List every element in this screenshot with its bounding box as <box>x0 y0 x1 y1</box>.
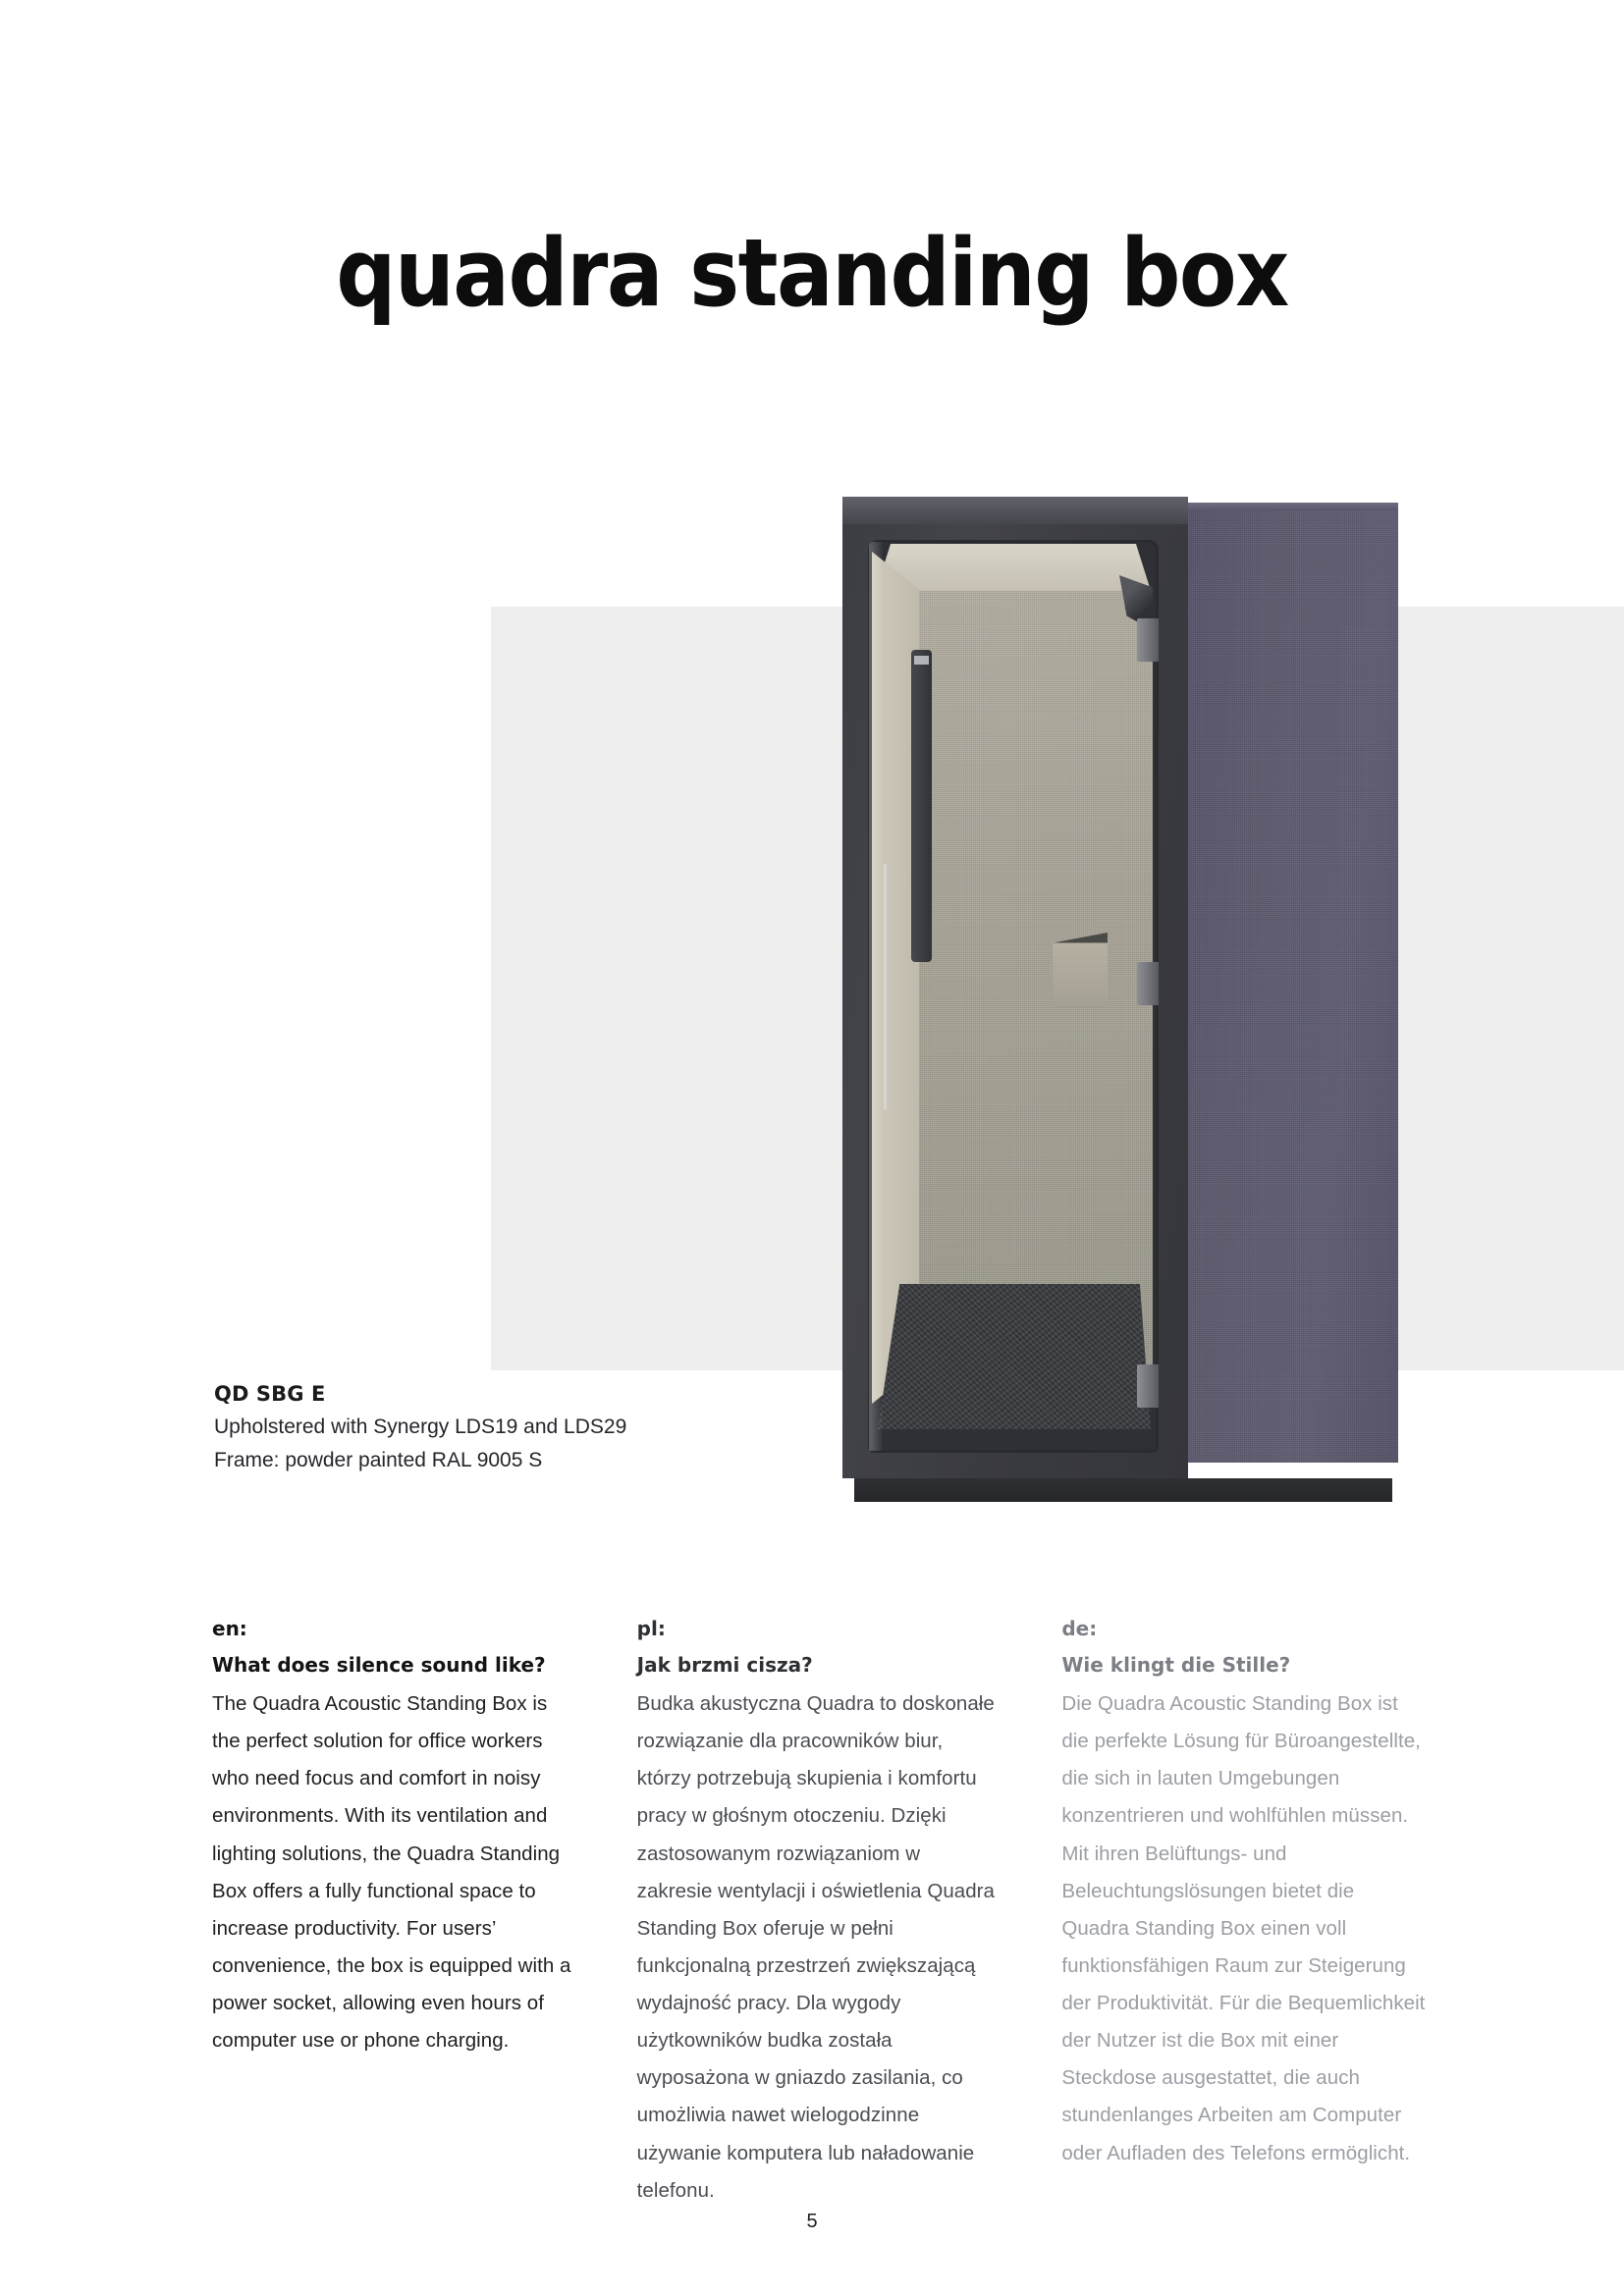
door-handle <box>911 650 932 962</box>
description-column-pl <box>637 1610 1001 2210</box>
description-body-de: Die Quadra Acoustic Standing Box ist die perfekte Lösung für Büroangestellte, die sich in lauten Umgebungen konzentrieren und wohlfühlen müssen. Mit ihren Belüftungs- und Beleuchtungslösungen bietet die Quadra Standing Box einen voll funktionsfähigen Raum zur Steigerung der Produktivität. Für die Bequemlichkeit der Nutzer ist die Box mit einer Steckdose ausgestattet, die auch stundenlanges Arbeiten am Computer oder Aufladen des Telefons ermöglicht. <box>1061 1692 1426 2164</box>
side-upholstered-panel <box>1178 510 1398 1463</box>
front-frame <box>842 497 1188 1478</box>
description-heading-pl: Jak brzmi cisza? <box>636 1653 813 1677</box>
description-heading-de: Wie klingt die Stille? <box>1061 1653 1291 1677</box>
language-label-en: en: <box>212 1617 247 1640</box>
interior-carpet-floor <box>878 1284 1151 1429</box>
interior-fabric-texture <box>919 591 1153 1366</box>
door-hinge-top <box>1137 618 1159 662</box>
description-column-en <box>212 1610 576 2210</box>
product-code: QD SBG E <box>214 1382 326 1406</box>
description-heading-en: What does silence sound like? <box>212 1653 546 1677</box>
page-number: 5 <box>806 2211 818 2232</box>
front-frame-top-edge <box>842 497 1188 524</box>
base-plinth <box>854 1478 1392 1502</box>
interior-back-wall <box>919 591 1153 1366</box>
door-hinge-middle <box>1137 962 1159 1005</box>
language-label-pl: pl: <box>636 1617 666 1640</box>
description-body-pl: Budka akustyczna Quadra to doskonałe rozwiązanie dla pracowników biur, którzy potrzebują skupienia i komfortu pracy w głośnym otoczeniu. Dzięki zastosowanym rozwiązaniom w zakresie wentylacji i oświetlenia Quadra Standing Box oferuje w pełni funkcjonalną przestrzeń zwiększającą wydajność pracy. Dla wygody użytkowników budka została wyposażona w gniazdo zasilania, co umożliwia nawet wielogodzinne używanie komputera lub naładowanie telefonu. <box>636 1692 996 2202</box>
door-hinge-bottom <box>1137 1364 1159 1408</box>
door-glass-reflection <box>884 864 887 1109</box>
product-upholstery: Upholstered with Synergy LDS19 and LDS29 <box>214 1415 627 1438</box>
door-glass-pane <box>869 542 883 1451</box>
door-opening <box>868 540 1159 1453</box>
product-frame: Frame: powder painted RAL 9005 S <box>214 1448 543 1471</box>
brand-logo-icon <box>914 656 929 665</box>
description-column-de <box>1061 1610 1426 2210</box>
product-caption <box>214 1378 725 1477</box>
interior-shelf <box>1053 933 1108 1007</box>
side-panel-texture <box>1178 510 1398 1463</box>
standing-box-illustration <box>842 497 1398 1498</box>
description-columns <box>212 1610 1426 2210</box>
language-label-de: de: <box>1061 1617 1098 1640</box>
description-body-en: The Quadra Acoustic Standing Box is the perfect solution for office workers who need focus and comfort in noisy environments. With its ventilation and lighting solutions, the Quadra Standing Box offers a fully functional space to increase productivity. For users’ convenience, the box is equipped with a power socket, allowing even hours of computer use or phone charging. <box>212 1692 571 2053</box>
page-title: quadra standing box <box>336 219 1288 328</box>
